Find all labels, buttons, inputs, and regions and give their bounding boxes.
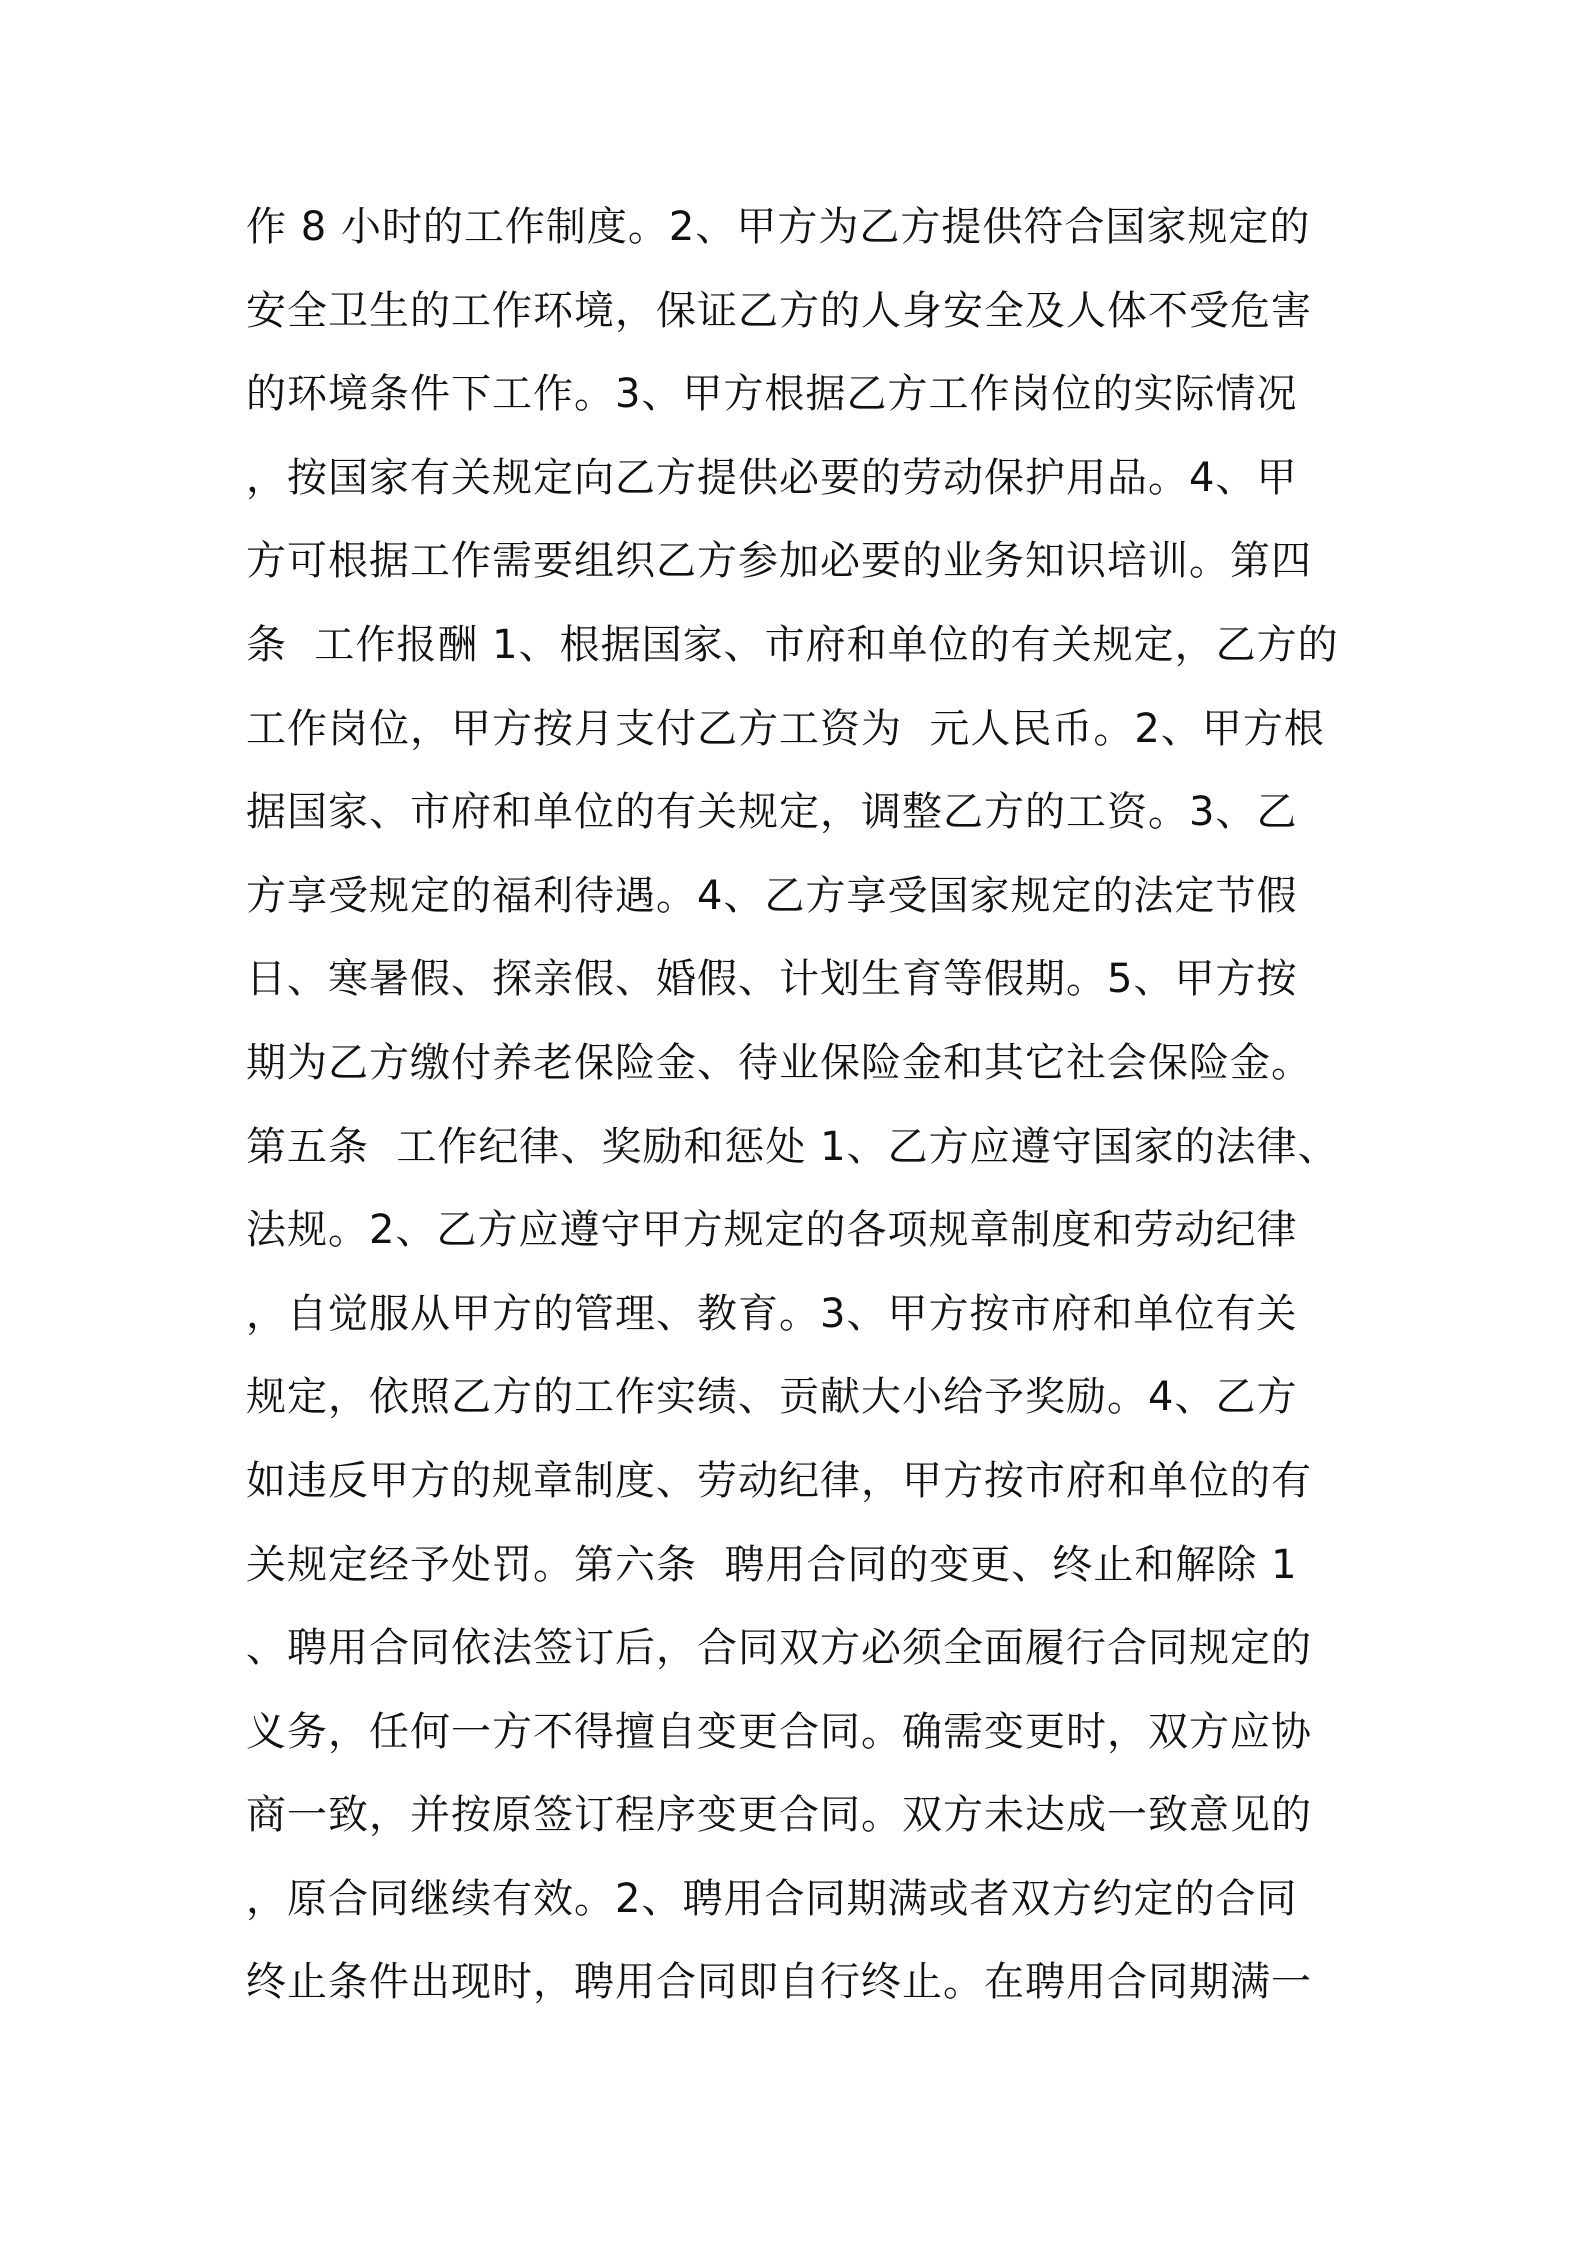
text-line: 安全卫生的工作环境，保证乙方的人身安全及人体不受危害: [246, 287, 1312, 334]
text-line: 方可根据工作需要组织乙方参加必要的业务知识培训。第四: [246, 538, 1312, 585]
text-line: 法规。2、乙方应遵守甲方规定的各项规章制度和劳动纪律: [246, 1207, 1298, 1254]
text-line: 如违反甲方的规章制度、劳动纪律，甲方按市府和单位的有: [246, 1457, 1312, 1504]
text-line: 关规定经予处罚。第六条 聘用合同的变更、终止和解除 1: [246, 1541, 1298, 1588]
text-line: 工作岗位，甲方按月支付乙方工资为 元人民币。2、甲方根: [246, 705, 1325, 752]
text-line: ，原合同继续有效。2、聘用合同期满或者双方约定的合同: [246, 1875, 1298, 1922]
text-line: 规定，依照乙方的工作实绩、贡献大小给予奖励。4、乙方: [246, 1374, 1298, 1421]
text-line: 商一致，并按原签订程序变更合同。双方未达成一致意见的: [246, 1792, 1312, 1839]
text-line: 义务，任何一方不得擅自变更合同。确需变更时，双方应协: [246, 1708, 1312, 1755]
text-line: 条 工作报酬 1、根据国家、市府和单位的有关规定，乙方的: [246, 621, 1339, 668]
text-line: ，自觉服从甲方的管理、教育。3、甲方按市府和单位有关: [246, 1290, 1298, 1337]
text-line: ，按国家有关规定向乙方提供必要的劳动保护用品。4、甲: [246, 454, 1298, 501]
text-line: 方享受规定的福利待遇。4、乙方享受国家规定的法定节假: [246, 872, 1298, 919]
text-line: 、聘用合同依法签订后，合同双方必须全面履行合同规定的: [246, 1625, 1312, 1672]
text-line: 作 8 小时的工作制度。2、甲方为乙方提供符合国家规定的: [246, 204, 1311, 250]
text-line: 的环境条件下工作。3、甲方根据乙方工作岗位的实际情况: [246, 371, 1298, 418]
text-line: 终止条件出现时，聘用合同即自行终止。在聘用合同期满一: [246, 1959, 1312, 2006]
text-line: 据国家、市府和单位的有关规定，调整乙方的工资。3、乙: [246, 789, 1298, 836]
text-line: 日、寒暑假、探亲假、婚假、计划生育等假期。5、甲方按: [246, 956, 1298, 1003]
text-line: 期为乙方缴付养老保险金、待业保险金和其它社会保险金。: [246, 1039, 1312, 1086]
contract-body-text: [246, 186, 1366, 2025]
text-line: 第五条 工作纪律、奖励和惩处 1、乙方应遵守国家的法律、: [246, 1123, 1339, 1170]
